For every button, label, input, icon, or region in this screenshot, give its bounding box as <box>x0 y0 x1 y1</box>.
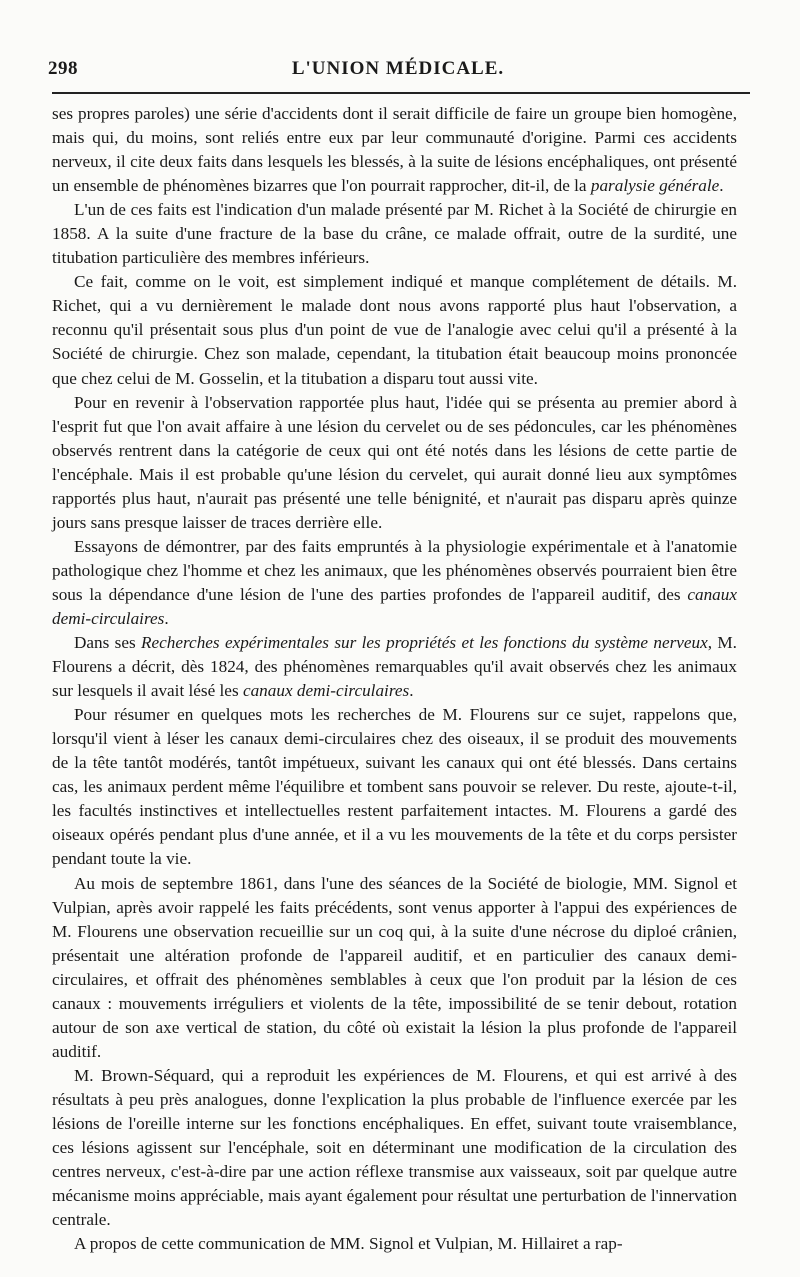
text-run: Dans ses <box>74 633 142 653</box>
text-run: M. Brown-Séquard, qui a reproduit les expériences de M. Flourens, et qui est arrivé à des résultats à peu près analogues, donne l'explication la plus probable de l'influence exercée par les lésions de l'oreille interne sur les fonctions encéphaliques. En effet, suivant toute vraisemblance, ces lésions agissent sur l'encéphale, soit en déterminant une modification de la circulation des centres nerveux, c'est-à-dire par une action réflexe transmise aux vaisseaux, soit par quelque autre mécanisme moins appréciable, mais ayant également pour résultat une perturbation de l'innervation centrale. <box>52 1065 737 1230</box>
italic-phrase: canaux demi-circulaires <box>242 681 410 701</box>
text-run: . <box>409 681 414 701</box>
text-run: . <box>719 176 724 196</box>
paragraph <box>52 102 737 198</box>
text-run: Essayons de démontrer, par des faits empruntés à la physiologie expérimentale et à l'anatomie pathologique chez l'homme et chez les animaux, que les phénomènes observés pourraient bien être sous la dépendance d'une lésion de l'une des parties profondes de l'appareil auditif, des <box>52 536 737 604</box>
header-rule <box>52 92 750 94</box>
page-header <box>48 58 748 86</box>
text-run: . <box>164 608 169 628</box>
text-run: Ce fait, comme on le voit, est simplement indiqué et manque complétement de détails. M. Richet, qui a vu dernièrement le malade dont nous avons rapporté plus haut l'observation, a reconnu qu'il présentait sous plus d'un point de vue de l'analogie avec celui qu'il a présenté à la Société de chirurgie. Chez son malade, cependant, la titubation était beaucoup moins prononcée que chez celui de M. Gosselin, et la titubation a disparu tout aussi vite. <box>52 272 737 388</box>
text-run: A propos de cette communication de MM. Signol et Vulpian, M. Hillairet a rap- <box>74 1234 623 1254</box>
paragraph <box>52 198 737 270</box>
text-run: Pour résumer en quelques mots les recherches de M. Flourens sur ce sujet, rappelons que, lorsqu'il vient à léser les canaux demi-circulaires chez des oiseaux, il se produit des mouvements de la tête tantôt modérés, tantôt impétueux, suivant les canaux qui ont été blessés. Dans certains cas, les animaux perdent même l'équilibre et tombent sans pouvoir se relever. Du reste, ajoute-t-il, les facultés instinctives et intellectuelles restent parfaitement intactes. M. Flourens a gardé des oiseaux opérés pendant plus d'une année, et il a vu les mouvements de la tête et du corps persister pendant toute la vie. <box>52 705 737 869</box>
text-run: Pour en revenir à l'observation rapportée plus haut, l'idée qui se présenta au premier abord à l'esprit fut que l'on avait affaire à une lésion du cervelet ou de ses pédoncules, car les phénomènes observés rentrent dans la catégorie de ceux qui ont été notés dans les lésions de cette partie de l'encéphale. Mais il est probable qu'une lésion du cervelet, qui aurait donné lieu aux symptômes rapportés plus haut, n'aurait pas présenté une telle bénignité, et n'aurait pas disparu après quinze jours sans presque laisser de traces derrière elle. <box>52 392 737 532</box>
paragraph <box>52 1064 737 1232</box>
running-title: L'UNION MÉDICALE. <box>291 58 505 79</box>
italic-phrase: paralysie générale <box>590 176 720 196</box>
text-run: L'un de ces faits est l'indication d'un malade présenté par M. Richet à la Société de chirurgie en 1858. A la suite d'une fracture de la base du crâne, ce malade offrait, outre de la surdité, une titubation particulière des membres inférieurs. <box>52 200 737 268</box>
page-number: 298 <box>48 58 78 79</box>
italic-phrase: Recherches expérimentales sur les propriétés et les fonctions du système nerveux <box>141 633 708 653</box>
paragraph <box>52 270 737 390</box>
text-run: ses propres paroles) une série d'accidents dont il serait difficile de faire un groupe bien homogène, mais qui, du moins, sont reliés entre eux par leur communauté d'origine. Parmi ces accidents nerveux, il cite deux faits dans lesquels les blessés, à la suite de lésions encéphaliques, ont présenté un ensemble de phénomènes bizarres que l'on pourrait rapprocher, dit-il, de la <box>52 104 737 196</box>
paragraph <box>52 1232 737 1256</box>
text-run: Au mois de septembre 1861, dans l'une des séances de la Société de biologie, MM. Signol et Vulpian, après avoir rappelé les faits précédents, sont venus apporter à l'appui des expériences de M. Flourens une observation recueillie sur un coq qui, à la suite d'une nécrose du diploé crânien, présentait une altération profonde de l'appareil auditif, et en particulier des canaux demi-circulaires, et offrait des phénomènes semblables à ceux que l'on produit par la lésion de ces canaux : mouvements irréguliers et violents de la tête, impossibilité de se tenir debout, rotation autour de son axe vertical de station, du côté où existait la lésion la plus profonde de l'appareil auditif. <box>52 873 737 1061</box>
italic-phrase: canaux demi-circulaires <box>52 584 737 628</box>
paragraph <box>52 631 737 703</box>
paragraph <box>52 535 737 631</box>
text-run: , M. Flourens a décrit, dès 1824, des phénomènes remarquables qu'il avait observés chez les animaux sur lesquels il avait lésé les <box>52 633 737 701</box>
paragraph <box>52 703 737 871</box>
paragraph <box>52 391 737 535</box>
article-body <box>52 102 737 1256</box>
paragraph <box>52 872 737 1064</box>
